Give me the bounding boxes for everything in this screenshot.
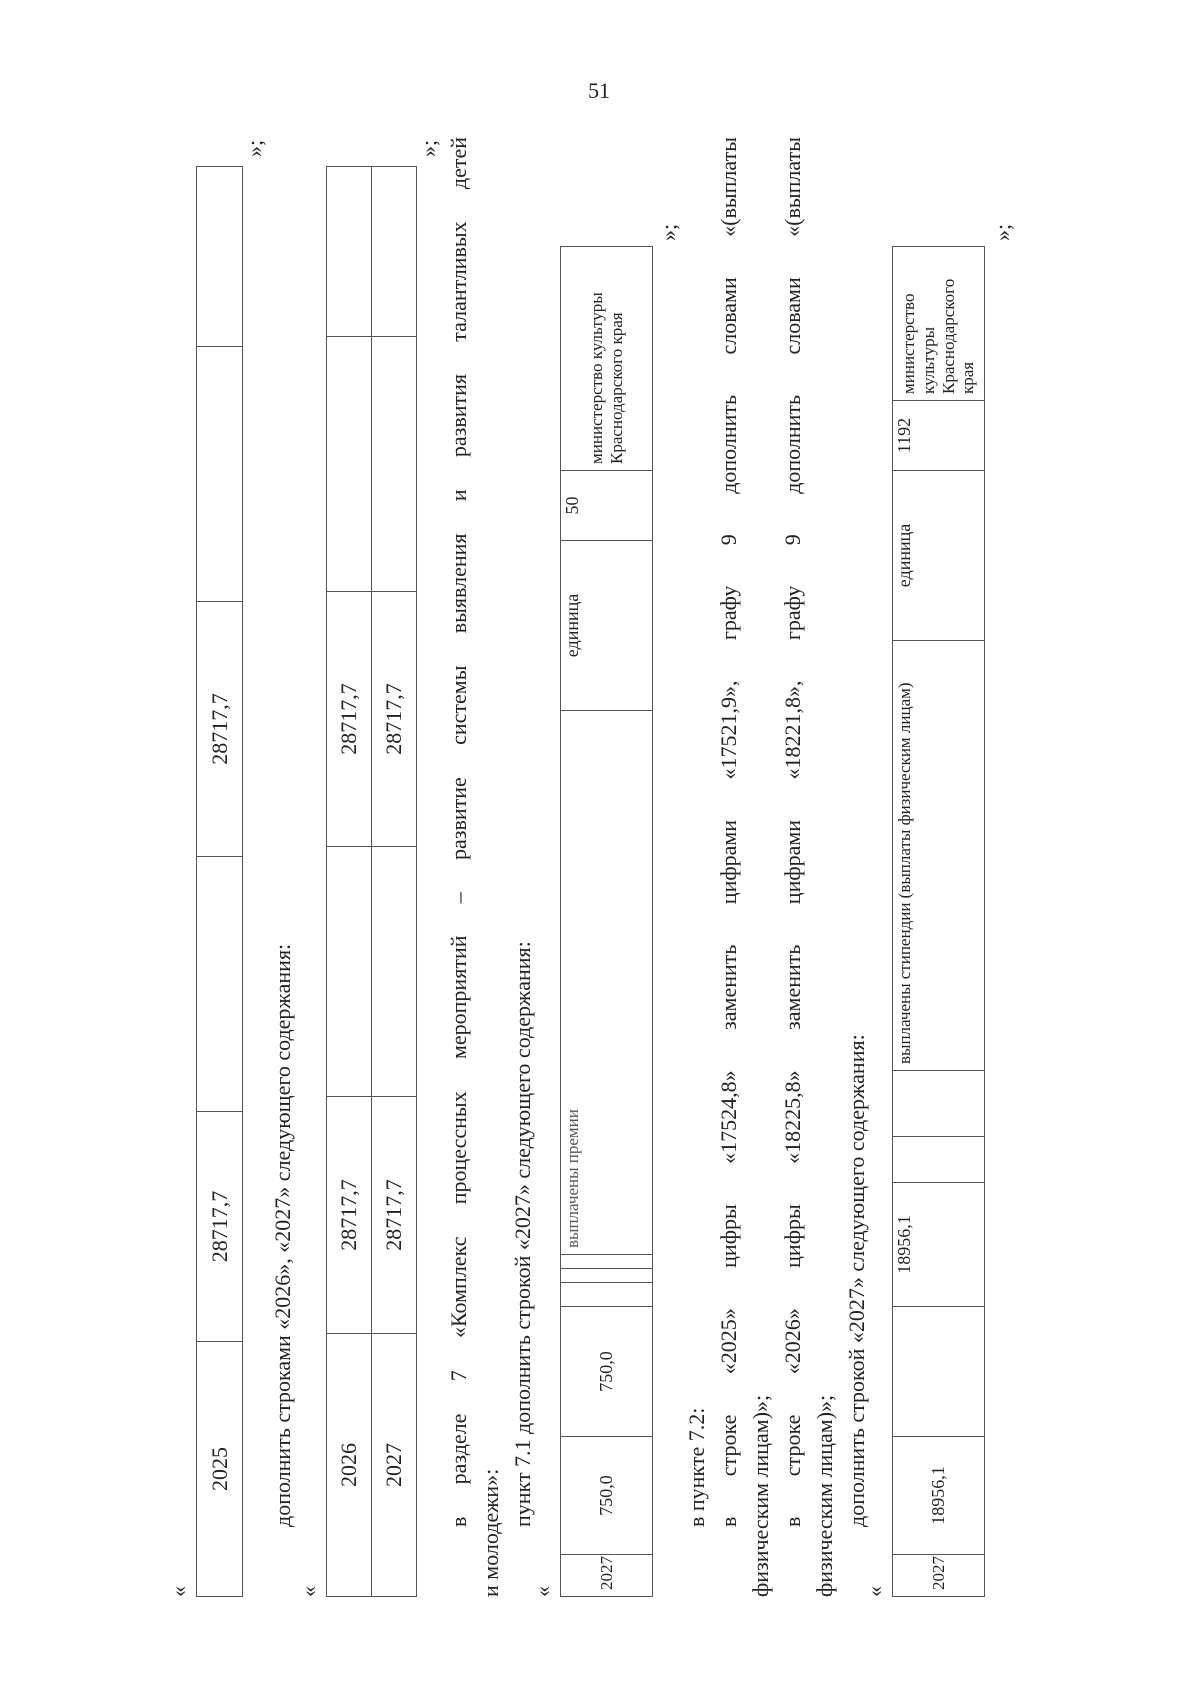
open-quote: « <box>862 1586 887 1597</box>
cell-empty <box>372 337 417 592</box>
table-2025 <box>196 166 243 1597</box>
cell-year: 2027 <box>893 1555 985 1597</box>
cell-year: 2027 <box>372 1334 417 1597</box>
close-quote: »; <box>416 139 441 157</box>
cell-unit: единица <box>561 541 653 711</box>
cell-year: 2026 <box>327 1334 372 1597</box>
cell-empty <box>372 847 417 1097</box>
table-7-2 <box>892 246 985 1597</box>
open-quote: « <box>296 1586 321 1597</box>
cell-value-2: 750,0 <box>561 1307 653 1437</box>
paragraph: в строке «2026» цифры «18225,8» заменить цифрами «18221,8», графу 9 дополнить словами «(выплаты <box>780 137 805 1527</box>
cell-unit: единица <box>893 471 985 641</box>
cell-empty <box>197 167 243 347</box>
cell-value-1: 28717,7 <box>197 1112 243 1342</box>
cell-empty <box>197 347 243 602</box>
cell-value-1: 18956,1 <box>893 1437 985 1555</box>
cell-empty <box>893 1071 985 1137</box>
cell-year: 2025 <box>197 1342 243 1597</box>
paragraph: и молодежи»: <box>478 1468 503 1597</box>
cell-value-1: 28717,7 <box>372 1097 417 1334</box>
paragraph: в пункте 7.2: <box>684 1407 709 1527</box>
cell-quantity: 50 <box>561 471 653 541</box>
cell-value-2: 28717,7 <box>197 602 243 857</box>
paragraph: дополнить строкой «2027» следующего содержания: <box>844 1034 869 1527</box>
paragraph: в разделе 7 «Комплекс процессных мероприятий – развитие системы выявления и развития талантливых детей <box>446 137 471 1527</box>
rotated-content <box>166 100 1076 1597</box>
cell-empty <box>893 1307 985 1437</box>
cell-result: выплачены премии <box>561 711 653 1255</box>
cell-empty <box>893 1137 985 1183</box>
close-quote: »; <box>990 223 1015 241</box>
cell-empty <box>561 1269 653 1283</box>
cell-organization: министерство культуры Краснодарского края <box>561 247 653 471</box>
table-2026-2027 <box>326 166 417 1597</box>
cell-empty <box>561 1255 653 1269</box>
cell-empty <box>327 167 372 337</box>
table-7-1 <box>560 246 653 1597</box>
cell-empty <box>561 1283 653 1307</box>
cell-empty <box>197 857 243 1112</box>
cell-empty <box>327 337 372 592</box>
cell-empty <box>327 847 372 1097</box>
cell-empty <box>372 167 417 337</box>
cell-value-2: 28717,7 <box>327 592 372 847</box>
cell-value-1: 750,0 <box>561 1437 653 1555</box>
cell-value-2: 28717,7 <box>372 592 417 847</box>
paragraph: физическим лицам)»; <box>748 1394 773 1597</box>
paragraph: физическим лицам)»; <box>812 1394 837 1597</box>
paragraph: пункт 7.1 дополнить строкой «2027» следующего содержания: <box>510 941 535 1527</box>
open-quote: « <box>166 1586 191 1597</box>
cell-result: выплачены стипендии (выплаты физическим лицам) <box>893 641 985 1071</box>
page-number: 51 <box>588 78 610 103</box>
close-quote: »; <box>656 223 681 241</box>
cell-organization: министерство культуры Краснодарского края <box>893 247 985 401</box>
cell-quantity: 1192 <box>893 401 985 471</box>
paragraph: дополнить строками «2026», «2027» следующего содержания: <box>270 943 295 1527</box>
paragraph: в строке «2025» цифры «17524,8» заменить цифрами «17521,9», графу 9 дополнить словами «(выплаты <box>716 137 741 1527</box>
cell-value-1: 28717,7 <box>327 1097 372 1334</box>
open-quote: « <box>530 1586 555 1597</box>
cell-year: 2027 <box>561 1555 653 1597</box>
cell-value-2: 18956,1 <box>893 1183 985 1307</box>
close-quote: »; <box>242 139 267 157</box>
